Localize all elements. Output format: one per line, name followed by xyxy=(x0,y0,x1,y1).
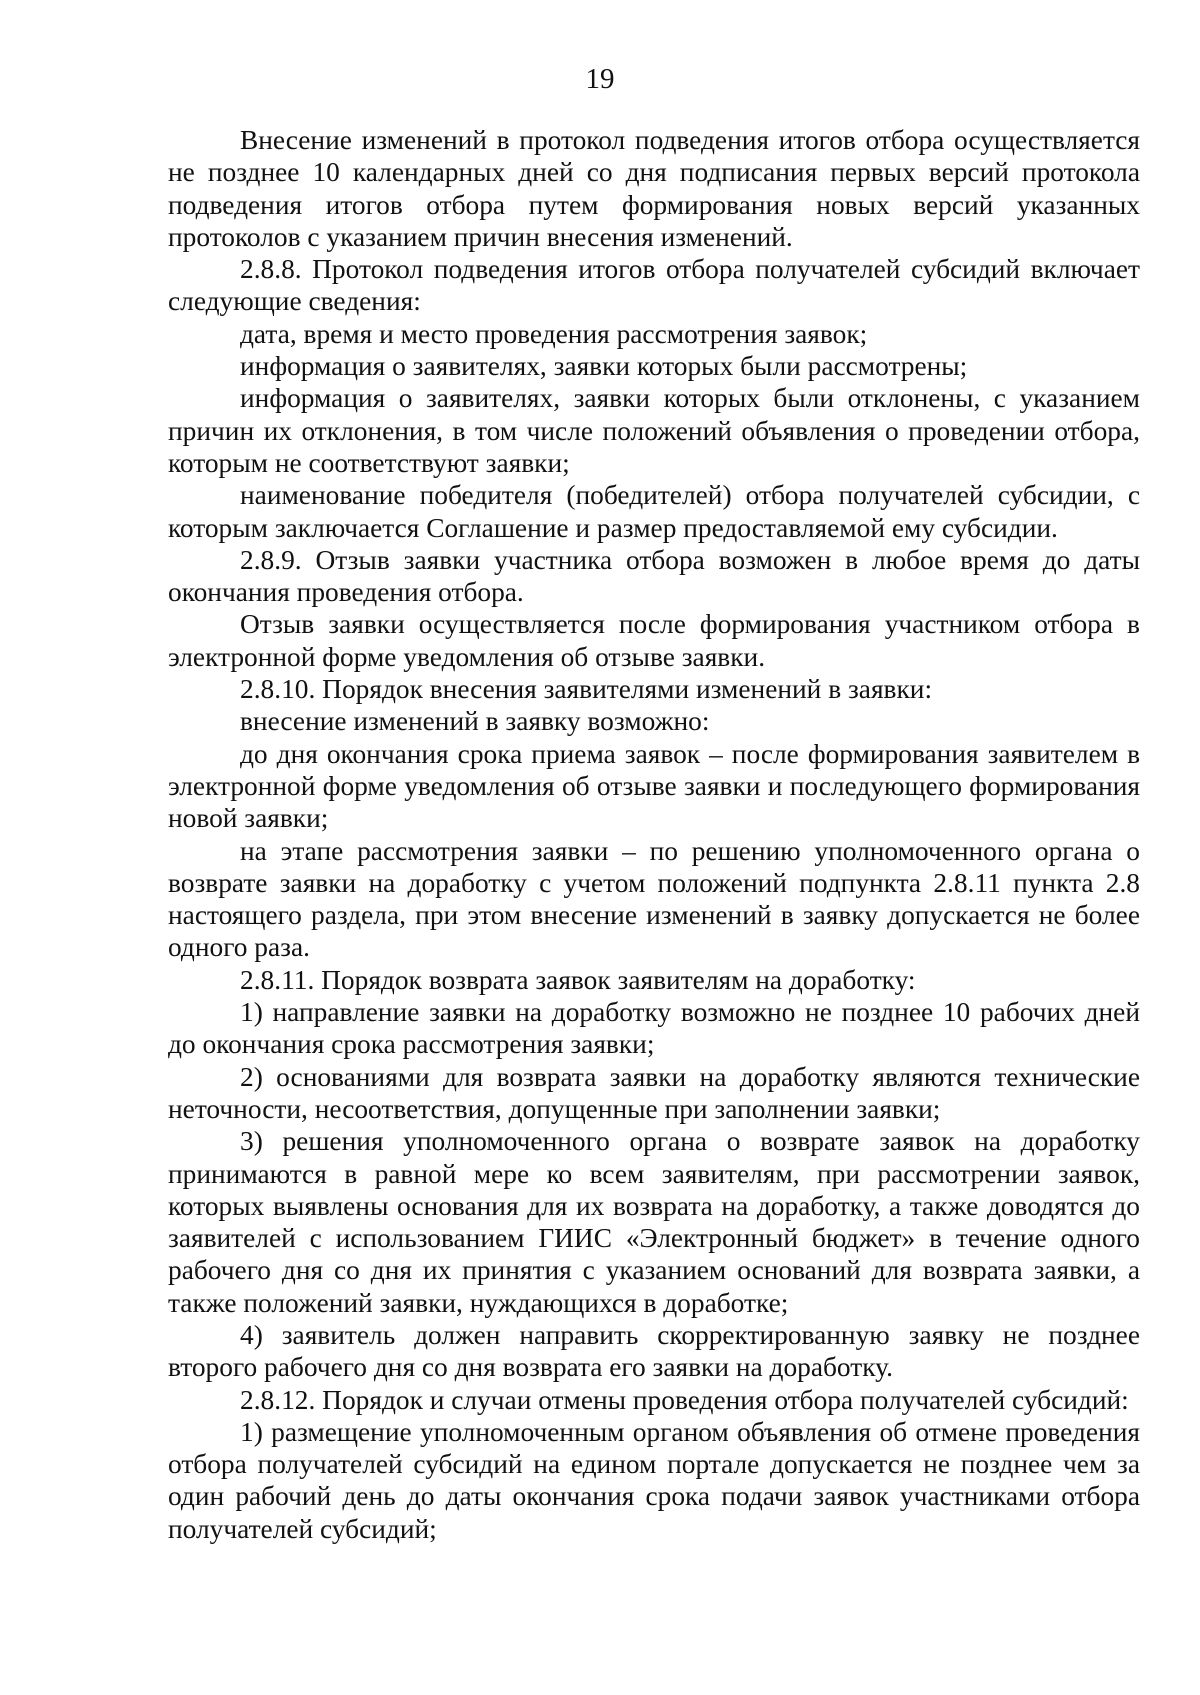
paragraph: 3) решения уполномоченного органа о возврате заявок на доработку принимаются в равной мере ко всем заявителям, при рассмотрении заявок, которых выявлены основания для их возврата на доработку, а также доводятся до заявителей с использованием ГИИС «Электронный бюджет» в течение одного рабочего дня со дня их принятия с указанием оснований для возврата заявки, а также положений заявки, нуждающихся в доработке; xyxy=(168,1126,1140,1318)
paragraph: Отзыв заявки осуществляется после формирования участником отбора в электронной форме уведомления об отзыве заявки. xyxy=(168,609,1140,672)
paragraph: 1) направление заявки на доработку возможно не позднее 10 рабочих дней до окончания срока рассмотрения заявки; xyxy=(168,997,1140,1060)
paragraph: 2.8.10. Порядок внесения заявителями изменений в заявки: xyxy=(240,674,933,705)
paragraph: 1) размещение уполномоченным органом объявления об отмене проведения отбора получателей субсидий на едином портале допускается не позднее чем за один рабочий день до даты окончания срока подачи заявок участниками отбора получателей субсидий; xyxy=(168,1416,1140,1544)
paragraph: 2.8.11. Порядок возврата заявок заявителям на доработку: xyxy=(240,964,916,995)
paragraph: до дня окончания срока приема заявок – после формирования заявителем в электронной форме уведомления об отзыве заявки и последующего формирования новой заявки; xyxy=(168,738,1140,834)
paragraph: Внесение изменений в протокол подведения итогов отбора осуществляется не позднее 10 календарных дней со дня подписания первых версий протокола подведения итогов отбора путем формирования новых версий указанных протоколов с указанием причин внесения изменений. xyxy=(168,125,1140,252)
page-number: 19 xyxy=(585,63,615,95)
paragraph: 2.8.9. Отзыв заявки участника отбора возможен в любое время до даты окончания проведения отбора. xyxy=(168,544,1140,608)
paragraph: дата, время и место проведения рассмотрения заявок; xyxy=(240,318,868,349)
paragraph: информация о заявителях, заявки которых были отклонены, с указанием причин их отклонения, в том числе положений объявления о проведении отбора, которым не соответствуют заявки; xyxy=(168,383,1140,478)
document-body xyxy=(168,124,1140,1545)
paragraph: внесение изменений в заявку возможно: xyxy=(240,706,710,737)
paragraph: на этапе рассмотрения заявки – по решению уполномоченного органа о возврате заявки на доработку с учетом положений подпункта 2.8.11 пункта 2.8 настоящего раздела, при этом внесение изменений в заявку допускается не более одного раза. xyxy=(168,835,1140,963)
paragraph: наименование победителя (победителей) отбора получателей субсидии, с которым заключается Соглашение и размер предоставляемой ему субсидии. xyxy=(168,480,1140,543)
paragraph: 4) заявитель должен направить скорректированную заявку не позднее второго рабочего дня со дня возврата его заявки на доработку. xyxy=(168,1319,1140,1383)
paragraph: информация о заявителях, заявки которых были рассмотрены; xyxy=(240,351,968,382)
paragraph: 2.8.8. Протокол подведения итогов отбора получателей субсидий включает следующие сведения: xyxy=(168,254,1140,317)
paragraph: 2.8.12. Порядок и случаи отмены проведения отбора получателей субсидий: xyxy=(240,1384,1129,1415)
paragraph: 2) основаниями для возврата заявки на доработку являются технические неточности, несоответствия, допущенные при заполнении заявки; xyxy=(168,1061,1140,1124)
